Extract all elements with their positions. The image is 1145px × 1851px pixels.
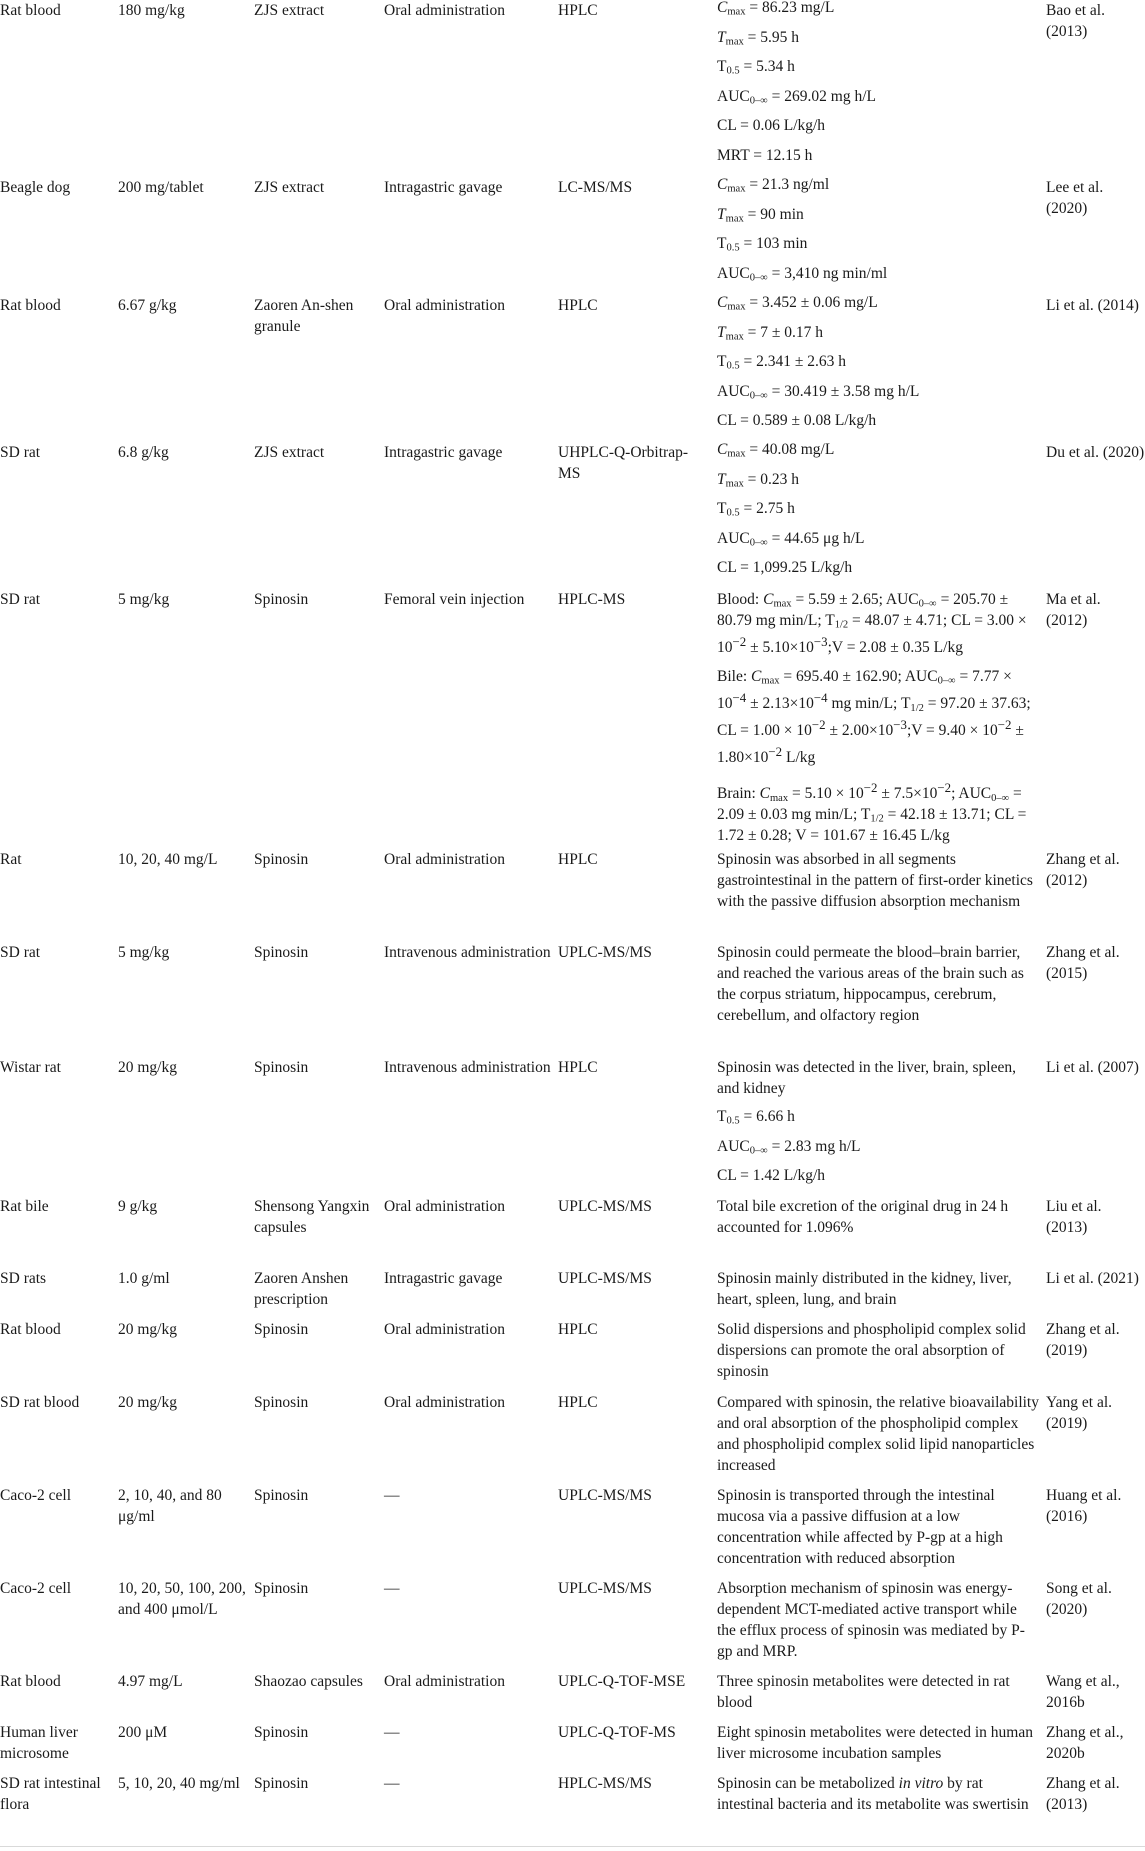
subject-cell: SD rat	[0, 591, 41, 608]
bile-parameters: Bile: $C_{max} = 695.40 \pm 162.90$; $AUC_{0-\infty} = 7.77 \times 10^{-4} \pm 2.13\times 10^{-4}$ mg min/L; $T_{1/2} = 97.20 \pm 37.63$; CL = $1.00 \times 10^{-2}$ ± $2.00\times 10^{-3};V = 9.40 \times 10^{-2} \pm 1.80\times 10^{-2}$ L/kg	[717, 668, 1031, 767]
pk-line: $C_{max} = 3.452 \pm 0.06$ mg/L	[717, 294, 878, 313]
preparation-cell: Spinosin	[254, 1394, 309, 1411]
dose-cell: 20 mg/kg	[118, 1059, 177, 1076]
result-cell: Compared with spinosin, the relative bioavailability and oral absorption of the phospholipid complex and phospholipid complex solid lipid nanoparticles increased	[717, 1394, 1039, 1474]
reference-cell: Huang et al. (2016)	[1046, 1487, 1122, 1525]
route-cell: —	[384, 1580, 400, 1597]
reference-cell: Bao et al. (2013)	[1046, 2, 1105, 40]
method-cell: HPLC	[558, 297, 598, 314]
dose-cell: 10, 20, 40 mg/L	[118, 851, 218, 868]
route-cell: Oral administration	[384, 1321, 505, 1338]
route-cell: Oral administration	[384, 1198, 505, 1215]
reference-cell: Zhang et al. (2015)	[1046, 944, 1120, 982]
preparation-cell: Spinosin	[254, 1775, 309, 1792]
pk-line: CL = 0.589 ± 0.08 L/kg/h	[717, 412, 877, 430]
method-cell: HPLC	[558, 851, 598, 868]
preparation-cell: ZJS extract	[254, 2, 325, 19]
preparation-cell: Zaoren Anshen prescription	[254, 1270, 349, 1308]
reference-cell: Li et al. (2014)	[1046, 297, 1139, 314]
subject-cell: Rat blood	[0, 297, 61, 314]
method-cell: UHPLC-Q-Orbitrap-MS	[558, 444, 689, 482]
preparation-cell: Shensong Yangxin capsules	[254, 1198, 370, 1236]
pk-line: $AUC_{0-\infty} = 44.65$ μg h/L	[717, 529, 865, 549]
pk-line: CL = 1,099.25 L/kg/h	[717, 559, 853, 577]
pk-parameters	[717, 589, 1039, 854]
result-cell: Spinosin could permeate the blood–brain barrier, and reached the various areas of the brain such as the corpus striatum, hippocampus, cerebrum, cerebellum, and olfactory region	[717, 944, 1024, 1024]
pk-line: CL = 1.42 L/kg/h	[717, 1167, 826, 1185]
preparation-cell: Zaoren An-shen granule	[254, 297, 354, 335]
route-cell: Intravenous administration	[384, 1059, 551, 1076]
pk-parameters	[717, 442, 1039, 590]
subject-cell: Rat blood	[0, 1321, 61, 1338]
reference-cell: Du et al. (2020)	[1046, 444, 1145, 461]
reference-cell: Wang et al., 2016b	[1046, 1673, 1120, 1711]
preparation-cell: Spinosin	[254, 1580, 309, 1597]
route-cell: Oral administration	[384, 1673, 505, 1690]
preparation-cell: Spinosin	[254, 591, 309, 608]
method-cell: UPLC-MS/MS	[558, 1198, 652, 1215]
subject-cell: Beagle dog	[0, 179, 71, 196]
reference-cell: Zhang et al., 2020b	[1046, 1724, 1124, 1762]
route-cell: —	[384, 1775, 400, 1792]
method-cell: HPLC-MS	[558, 591, 626, 608]
subject-cell: Caco-2 cell	[0, 1487, 72, 1504]
preparation-cell: Spinosin	[254, 944, 309, 961]
preparation-cell: Spinosin	[254, 1487, 309, 1504]
reference-cell: Zhang et al. (2013)	[1046, 1775, 1120, 1813]
pk-line: $AUC_{0-\infty} = 3,410$ ng min/ml	[717, 264, 888, 284]
route-cell: Oral administration	[384, 297, 505, 314]
pk-line: $C_{max} = 86.23$ mg/L	[717, 0, 835, 18]
route-cell: Intragastric gavage	[384, 179, 503, 196]
pk-line: $T_{0.5} = 2.341 \pm 2.63$ h	[717, 353, 847, 372]
dose-cell: 5, 10, 20, 40 mg/ml	[118, 1775, 240, 1792]
result-cell: Spinosin can be metabolized in vitro by rat intestinal bacteria and its metabolite was swertisin	[717, 1775, 1029, 1813]
pk-line: $AUC_{0-\infty} = 30.419 \pm 3.58$ mg h/L	[717, 382, 920, 402]
subject-cell: SD rat	[0, 444, 41, 461]
dose-cell: 200 μM	[118, 1724, 168, 1741]
subject-cell: Rat blood	[0, 1673, 61, 1690]
subject-cell: Rat	[0, 851, 22, 868]
dose-cell: 9 g/kg	[118, 1198, 158, 1215]
dose-cell: 180 mg/kg	[118, 2, 185, 19]
method-cell: UPLC-MS/MS	[558, 1487, 652, 1504]
subject-cell: SD rat blood	[0, 1394, 80, 1411]
dose-cell: 5 mg/kg	[118, 944, 170, 961]
dose-cell: 10, 20, 50, 100, 200, and 400 μmol/L	[118, 1580, 246, 1618]
subject-cell: SD rats	[0, 1270, 47, 1287]
preparation-cell: Spinosin	[254, 1059, 309, 1076]
pk-line: $T_{0.5} = 103$ min	[717, 235, 808, 254]
dose-cell: 6.67 g/kg	[118, 297, 177, 314]
method-cell: UPLC-MS/MS	[558, 1580, 652, 1597]
table-bottom-rule	[0, 1846, 1145, 1847]
route-cell: Oral administration	[384, 851, 505, 868]
pk-line: $C_{max} = 21.3$ ng/ml	[717, 176, 830, 195]
result-cell: Solid dispersions and phospholipid complex solid dispersions can promote the oral absorption of spinosin	[717, 1321, 1026, 1380]
reference-cell: Ma et al. (2012)	[1046, 591, 1101, 629]
route-cell: Oral administration	[384, 1394, 505, 1411]
subject-cell: SD rat intestinal flora	[0, 1775, 101, 1813]
method-cell: LC-MS/MS	[558, 179, 633, 196]
blood-parameters: Blood: $C_{max} = 5.59 \pm 2.65$; $AUC_{0-\infty} = 205.70 \pm 80.79$ mg min/L; $T_{1/2} = 48.07 \pm 4.71$; CL = $3.00 \times 10^{-2}$ ± $5.10\times 10^{-3};V = 2.08 \pm 0.35$ L/kg	[717, 591, 1027, 657]
subject-cell: Rat blood	[0, 2, 61, 19]
pk-parameters	[717, 0, 1039, 178]
dose-cell: 5 mg/kg	[118, 591, 170, 608]
method-cell: HPLC-MS/MS	[558, 1775, 652, 1792]
result-text: Spinosin was detected in the liver, brain, spleen, and kidney	[717, 1059, 1016, 1097]
dose-cell: 4.97 mg/L	[118, 1673, 183, 1690]
result-cell	[717, 1057, 1039, 1198]
dose-cell: 20 mg/kg	[118, 1394, 177, 1411]
preparation-cell: ZJS extract	[254, 179, 325, 196]
route-cell: Femoral vein injection	[384, 591, 525, 608]
subject-cell: Human liver microsome	[0, 1724, 78, 1762]
method-cell: HPLC	[558, 1321, 598, 1338]
result-cell: Total bile excretion of the original drug in 24 h accounted for 1.096%	[717, 1198, 1009, 1236]
dose-cell: 20 mg/kg	[118, 1321, 177, 1338]
brain-parameters: Brain: $C_{max} = 5.10 \times 10^{-2} \pm 7.5\times 10^{-2}$; $AUC_{0-\infty} = 2.09 \pm 0.03$ mg min/L; $T_{1/2} = 42.18 \pm 13.71$; CL = 1.72 ± 0.28; V = 101.67 ± 16.45 L/kg	[717, 779, 1027, 844]
result-cell: Spinosin mainly distributed in the kidney, liver, heart, spleen, lung, and brain	[717, 1270, 1012, 1308]
reference-cell: Liu et al. (2013)	[1046, 1198, 1102, 1236]
method-cell: UPLC-MS/MS	[558, 1270, 652, 1287]
reference-cell: Li et al. (2007)	[1046, 1059, 1139, 1076]
route-cell: Intragastric gavage	[384, 1270, 503, 1287]
reference-cell: Song et al. (2020)	[1046, 1580, 1112, 1618]
pk-line: MRT = 12.15 h	[717, 146, 813, 164]
preparation-cell: Shaozao capsules	[254, 1673, 363, 1690]
pk-line: $T_{max} = 90$ min	[717, 205, 804, 225]
reference-cell: Lee et al. (2020)	[1046, 179, 1104, 217]
pk-parameters	[717, 177, 1039, 295]
pk-line: $C_{max} = 40.08$ mg/L	[717, 441, 835, 460]
pk-line: $AUC_{0-\infty} = 269.02$ mg h/L	[717, 87, 876, 107]
pk-line: $T_{max} = 7 \pm 0.17$ h	[717, 323, 824, 343]
subject-cell: Wistar rat	[0, 1059, 61, 1076]
subject-cell: Caco-2 cell	[0, 1580, 72, 1597]
reference-cell: Yang et al. (2019)	[1046, 1394, 1113, 1432]
route-cell: Intragastric gavage	[384, 444, 503, 461]
method-cell: HPLC	[558, 1059, 598, 1076]
pk-line: $T_{max} = 5.95$ h	[717, 28, 800, 48]
result-cell: Spinosin is transported through the intestinal mucosa via a passive diffusion at a low concentration while affected by P-gp at a high concentration with reduced absorption	[717, 1487, 1003, 1567]
result-cell: Spinosin was absorbed in all segments gastrointestinal in the pattern of first-order kinetics with the passive diffusion absorption mechanism	[717, 851, 1033, 910]
method-cell: UPLC-MS/MS	[558, 944, 652, 961]
method-cell: UPLC-Q-TOF-MSE	[558, 1673, 686, 1690]
route-cell: Oral administration	[384, 2, 505, 19]
route-cell: —	[384, 1724, 400, 1741]
reference-cell: Zhang et al. (2019)	[1046, 1321, 1120, 1359]
pk-line: $T_{max} = 0.23$ h	[717, 470, 800, 490]
method-cell: HPLC	[558, 1394, 598, 1411]
pk-line: $T_{0.5} = 2.75$ h	[717, 500, 795, 519]
route-cell: —	[384, 1487, 400, 1504]
subject-cell: Rat bile	[0, 1198, 49, 1215]
dose-cell: 6.8 g/kg	[118, 444, 169, 461]
preparation-cell: Spinosin	[254, 1724, 309, 1741]
preparation-cell: Spinosin	[254, 851, 309, 868]
route-cell: Intravenous administration	[384, 944, 551, 961]
preparation-cell: Spinosin	[254, 1321, 309, 1338]
dose-cell: 200 mg/tablet	[118, 179, 204, 196]
method-cell: HPLC	[558, 2, 598, 19]
result-cell: Three spinosin metabolites were detected in rat blood	[717, 1673, 1010, 1711]
subject-cell: SD rat	[0, 944, 41, 961]
result-cell: Absorption mechanism of spinosin was energy-dependent MCT-mediated active transport while the efflux process of spinosin was mediated by P-gp and MRP.	[717, 1580, 1025, 1660]
pk-parameters	[717, 295, 1039, 443]
pk-line: $AUC_{0-\infty} = 2.83$ mg h/L	[717, 1137, 861, 1157]
dose-cell: 2, 10, 40, and 80 μg/ml	[118, 1487, 222, 1525]
dose-cell: 1.0 g/ml	[118, 1270, 170, 1287]
reference-cell: Zhang et al. (2012)	[1046, 851, 1120, 889]
reference-cell: Li et al. (2021)	[1046, 1270, 1139, 1287]
result-cell: Eight spinosin metabolites were detected in human liver microsome incubation samples	[717, 1724, 1033, 1762]
method-cell: UPLC-Q-TOF-MS	[558, 1724, 676, 1741]
pk-line: CL = 0.06 L/kg/h	[717, 117, 826, 135]
pk-line: $T_{0.5} = 5.34$ h	[717, 58, 795, 77]
preparation-cell: ZJS extract	[254, 444, 325, 461]
pk-line: $T_{0.5} = 6.66$ h	[717, 1108, 795, 1127]
